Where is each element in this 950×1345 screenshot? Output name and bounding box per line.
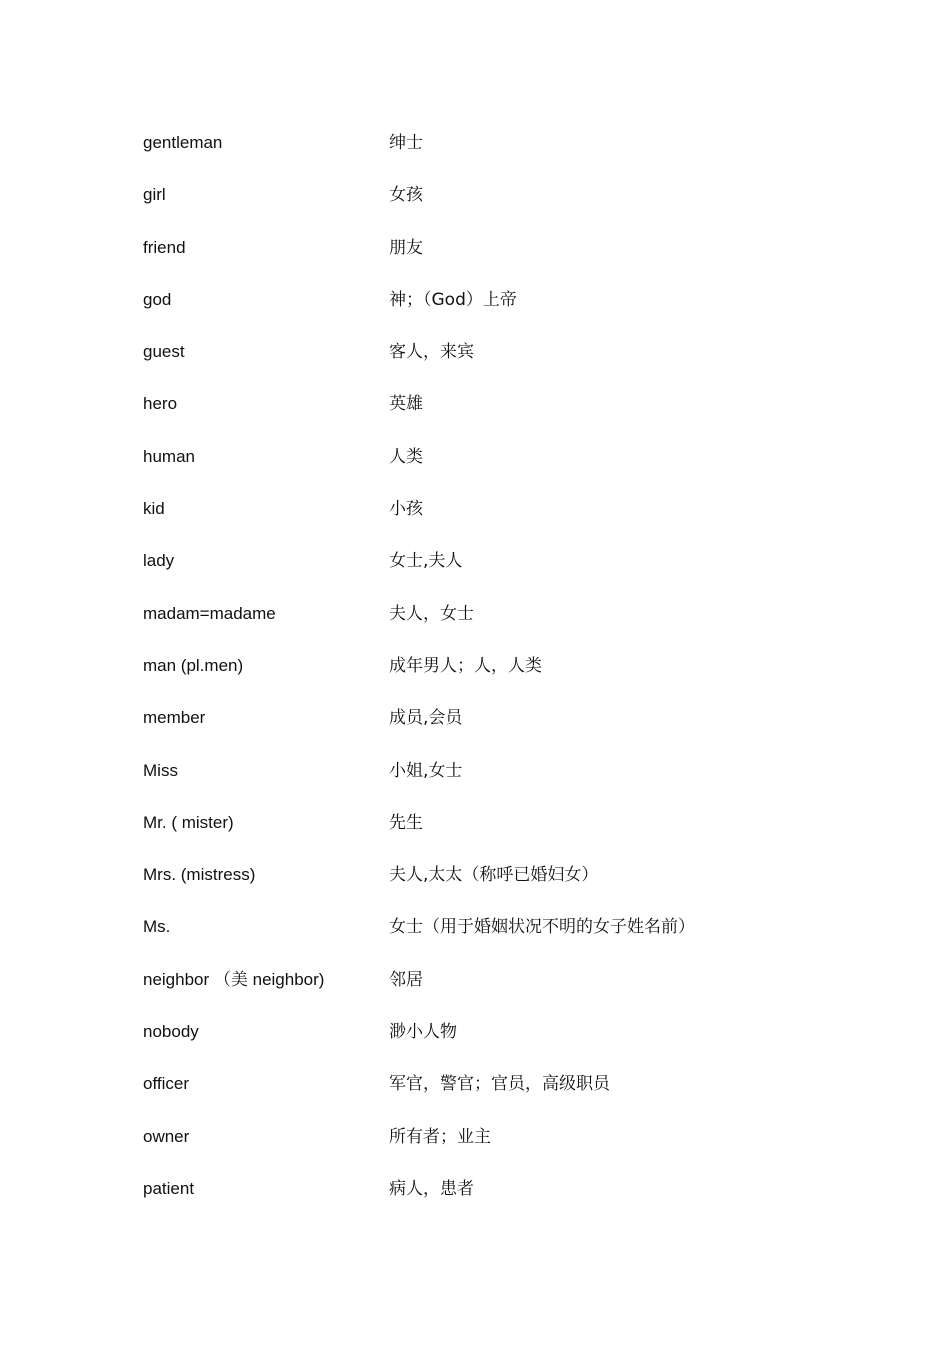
vocab-term: human [143, 446, 195, 466]
vocab-meaning: 绅士 [389, 133, 423, 153]
vocab-meaning: 先生 [389, 812, 423, 833]
vocab-entry [143, 496, 843, 548]
vocab-entry [143, 548, 843, 600]
vocab-entry [143, 967, 843, 1019]
vocab-term: kid [143, 499, 165, 519]
vocab-term: god [143, 289, 172, 309]
vocab-entry [143, 601, 843, 653]
vocab-term: madam=madame [143, 603, 276, 623]
vocab-meaning: 成员,会员 [389, 708, 463, 729]
vocab-term: hero [143, 394, 178, 414]
vocab-entry [143, 182, 843, 234]
vocab-meaning: 邻居 [389, 969, 423, 990]
vocab-meaning: 人类 [389, 446, 423, 467]
vocab-entry [143, 444, 843, 496]
vocab-meaning: 病人，患者 [389, 1178, 474, 1199]
vocab-meaning: 成年男人；人，人类 [389, 655, 542, 676]
vocab-entry [143, 1124, 843, 1176]
vocab-meaning: 小姐,女士 [389, 760, 463, 781]
vocab-entry [143, 862, 843, 914]
vocabulary-list [143, 130, 843, 1228]
vocab-term: gentleman [143, 133, 223, 152]
vocab-entry [143, 339, 843, 391]
vocab-term: patient [143, 1178, 195, 1198]
vocab-term: member [143, 708, 206, 728]
vocab-meaning: 夫人,太太（称呼已婚妇女） [389, 865, 599, 886]
vocab-term: man (pl.men) [143, 655, 244, 675]
vocab-entry [143, 1071, 843, 1123]
vocab-meaning: 渺小人物 [389, 1022, 457, 1043]
vocab-term: owner [143, 1126, 190, 1146]
vocab-entry [143, 1019, 843, 1071]
vocab-meaning: 神；（God）上帝 [389, 289, 517, 310]
vocab-term: officer [143, 1074, 189, 1094]
vocab-entry [143, 1176, 843, 1228]
vocab-term: nobody [143, 1022, 199, 1042]
vocab-term: Miss [143, 760, 178, 780]
vocab-entry [143, 705, 843, 757]
vocab-term: friend [143, 237, 186, 257]
vocab-meaning: 朋友 [389, 237, 423, 258]
vocab-entry [143, 391, 843, 443]
vocab-term: Ms. [143, 917, 171, 937]
vocab-meaning: 所有者；业主 [389, 1126, 491, 1147]
vocab-meaning: 军官，警官；官员，高级职员 [389, 1074, 610, 1095]
vocab-term: girl [143, 185, 166, 205]
vocab-term: Mrs. (mistress) [143, 865, 256, 885]
vocab-term: Mr. ( mister) [143, 812, 234, 832]
vocab-entry [143, 653, 843, 705]
vocab-entry [143, 810, 843, 862]
vocab-meaning: 女士（用于婚姻状况不明的女子姓名前） [389, 917, 695, 938]
vocab-entry [143, 130, 843, 182]
vocab-entry [143, 758, 843, 810]
vocab-meaning: 客人，来宾 [389, 342, 474, 363]
vocab-meaning: 女士,夫人 [389, 551, 463, 572]
vocab-entry [143, 287, 843, 339]
vocab-meaning: 小孩 [389, 499, 423, 520]
vocab-meaning: 夫人，女士 [389, 603, 474, 624]
vocab-entry [143, 235, 843, 287]
vocab-meaning: 英雄 [389, 394, 423, 415]
vocab-term: guest [143, 342, 185, 362]
vocab-term: lady [143, 551, 175, 571]
vocab-meaning: 女孩 [389, 185, 423, 206]
vocab-entry [143, 914, 843, 966]
vocab-term: neighbor （美 neighbor) [143, 969, 325, 989]
